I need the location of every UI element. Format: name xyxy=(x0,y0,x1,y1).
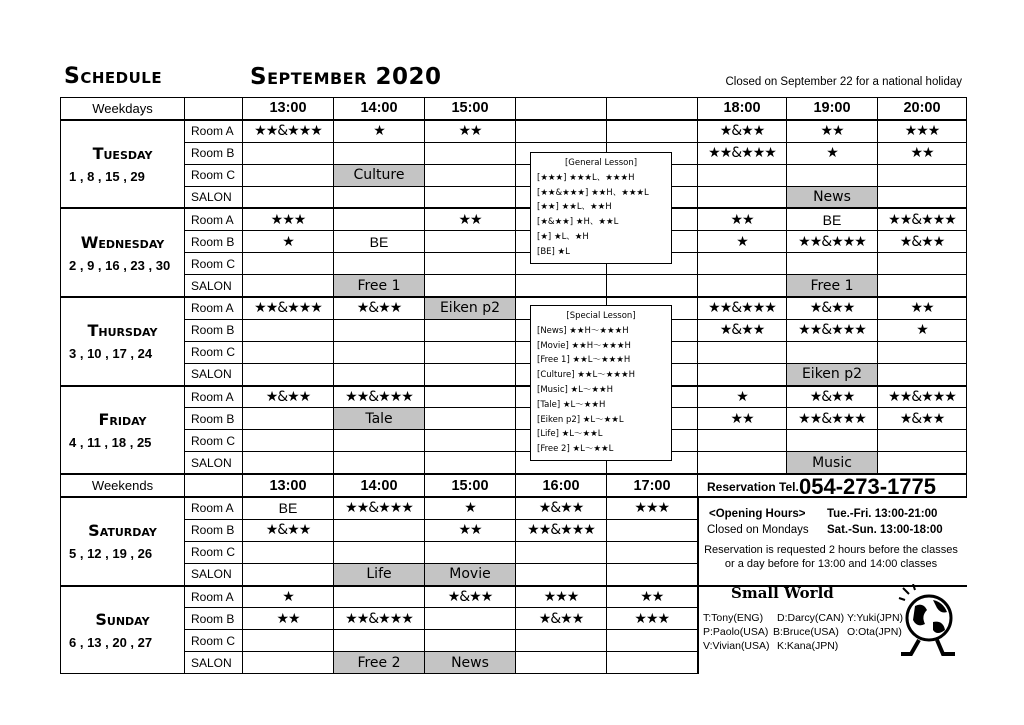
schedule-cell: ★ xyxy=(878,319,967,341)
lesson-line: [Eiken p2] ★L～★★L xyxy=(537,414,624,425)
room-label: SALON xyxy=(185,275,243,297)
schedule-cell: ★★&★★★ xyxy=(698,142,787,164)
day-name: Wednesday xyxy=(80,232,165,252)
room-label: Room C xyxy=(185,341,243,363)
schedule-cell: Culture xyxy=(334,164,425,186)
schedule-cell xyxy=(698,275,787,297)
schedule-cell xyxy=(698,164,787,186)
reservation-note-2: or a day before for 13:00 and 14:00 classes xyxy=(724,558,938,570)
lesson-line: [Free 1] ★★L～★★★H xyxy=(537,355,631,366)
schedule-cell xyxy=(698,363,787,385)
schedule-cell: ★&★★ xyxy=(243,386,334,408)
schedule-cell xyxy=(607,541,698,563)
schedule-cell xyxy=(243,630,334,652)
general-lesson-box xyxy=(530,152,672,264)
lesson-line: [Movie] ★★H～★★★H xyxy=(537,340,631,351)
lesson-line: [Free 2] ★L～★★L xyxy=(537,444,614,455)
schedule-cell xyxy=(607,652,698,674)
schedule-cell xyxy=(516,652,607,674)
schedule-cell xyxy=(878,164,967,186)
room-label: Room B xyxy=(185,142,243,164)
schedule-cell xyxy=(425,430,516,452)
schedule-cell xyxy=(243,253,334,275)
schedule-cell xyxy=(334,253,425,275)
schedule-cell: ★★&★★★ xyxy=(878,208,967,230)
day-wednesday xyxy=(61,208,185,297)
schedule-cell xyxy=(787,341,878,363)
day-dates: 2 , 9 , 16 , 23 , 30 xyxy=(69,257,171,273)
opening-hours-label: <Opening Hours> xyxy=(709,508,806,520)
schedule-cell xyxy=(425,363,516,385)
lesson-box-title: [General Lesson] xyxy=(564,158,638,168)
schedule-cell xyxy=(878,452,967,474)
day-tuesday xyxy=(61,120,185,209)
time-header xyxy=(607,98,698,120)
schedule-cell xyxy=(334,519,425,541)
schedule-cell: News xyxy=(425,652,516,674)
schedule-cell: ★★★ xyxy=(516,586,607,608)
room-label: Room C xyxy=(185,630,243,652)
day-thursday xyxy=(61,297,185,386)
day-dates: 3 , 10 , 17 , 24 xyxy=(69,346,153,362)
schedule-cell xyxy=(243,341,334,363)
day-name: Tuesday xyxy=(92,144,153,164)
schedule-cell xyxy=(698,186,787,208)
schedule-cell xyxy=(334,630,425,652)
room-label: Room A xyxy=(185,586,243,608)
schedule-cell: ★★★ xyxy=(878,120,967,142)
schedule-cell xyxy=(425,231,516,253)
schedule-cell xyxy=(607,563,698,585)
schedule-cell: Eiken p2 xyxy=(425,297,516,319)
room-label: Room B xyxy=(185,231,243,253)
time-header: 15:00 xyxy=(425,98,516,120)
teacher: B:Bruce(USA) xyxy=(773,626,839,638)
schedule-cell xyxy=(516,275,607,297)
schedule-cell xyxy=(425,341,516,363)
schedule-cell: ★★&★★★ xyxy=(698,297,787,319)
schedule-cell xyxy=(878,363,967,385)
schedule-cell: ★★ xyxy=(425,519,516,541)
schedule-cell: ★&★★ xyxy=(787,297,878,319)
schedule-cell xyxy=(243,541,334,563)
room-label: SALON xyxy=(185,563,243,585)
schedule-cell xyxy=(425,186,516,208)
schedule-cell: ★ xyxy=(425,497,516,519)
schedule-cell: ★ xyxy=(243,586,334,608)
schedule-cell: ★★ xyxy=(607,586,698,608)
lesson-box-title: [Special Lesson] xyxy=(566,311,636,321)
room-label: Room A xyxy=(185,120,243,142)
time-header: 14:00 xyxy=(334,474,425,497)
schedule-cell xyxy=(425,386,516,408)
time-header: 19:00 xyxy=(787,98,878,120)
schedule-cell: ★&★★ xyxy=(698,120,787,142)
lesson-line: [Culture] ★★L～★★★H xyxy=(537,370,636,381)
day-name: Saturday xyxy=(88,521,157,541)
schedule-title: Schedule xyxy=(64,64,163,89)
closed-mondays: Closed on Mondays xyxy=(707,524,809,536)
teacher: T:Tony(ENG) xyxy=(703,612,764,624)
schedule-cell: ★★ xyxy=(878,297,967,319)
schedule-cell xyxy=(787,253,878,275)
schedule-cell xyxy=(607,275,698,297)
schedule-cell: ★★ xyxy=(698,208,787,230)
schedule-cell xyxy=(425,164,516,186)
schedule-cell: Free 1 xyxy=(787,275,878,297)
schedule-cell xyxy=(425,452,516,474)
day-name: Thursday xyxy=(87,321,158,341)
day-name: Friday xyxy=(98,409,147,429)
schedule-cell: ★&★★ xyxy=(698,319,787,341)
schedule-cell xyxy=(334,363,425,385)
schedule-cell: Free 2 xyxy=(334,652,425,674)
schedule-cell: BE xyxy=(243,497,334,519)
schedule-cell xyxy=(334,319,425,341)
schedule-cell xyxy=(698,253,787,275)
schedule-cell: ★★★ xyxy=(243,208,334,230)
day-dates: 1 , 8 , 15 , 29 xyxy=(69,169,145,185)
schedule-cell xyxy=(334,341,425,363)
teacher: V:Vivian(USA) xyxy=(703,640,770,652)
day-sunday xyxy=(61,586,185,674)
weekday-hours: Tue.-Fri. 13:00-21:00 xyxy=(827,508,938,520)
room-label: Room A xyxy=(185,208,243,230)
schedule-cell: ★&★★ xyxy=(787,386,878,408)
schedule-cell xyxy=(878,341,967,363)
schedule-cell xyxy=(334,430,425,452)
schedule-cell: ★&★★ xyxy=(878,408,967,430)
room-label: Room C xyxy=(185,253,243,275)
room-label: Room A xyxy=(185,497,243,519)
room-label: Room B xyxy=(185,608,243,630)
schedule-cell xyxy=(425,275,516,297)
time-header: 17:00 xyxy=(607,474,698,497)
schedule-cell xyxy=(243,652,334,674)
schedule-cell: Free 1 xyxy=(334,275,425,297)
reservation-note-1: Reservation is requested 2 hours before the classes xyxy=(704,544,958,556)
schedule-cell: Eiken p2 xyxy=(787,363,878,385)
schedule-cell xyxy=(516,120,607,142)
school-info xyxy=(697,578,965,666)
schedule-cell xyxy=(243,164,334,186)
schedule-cell xyxy=(243,319,334,341)
schedule-cell xyxy=(243,408,334,430)
time-header: 15:00 xyxy=(425,474,516,497)
schedule-cell: Movie xyxy=(425,563,516,585)
room-label: SALON xyxy=(185,186,243,208)
schedule-cell: ★&★★ xyxy=(516,608,607,630)
schedule-cell xyxy=(425,408,516,430)
schedule-cell xyxy=(243,186,334,208)
schedule-cell xyxy=(607,120,698,142)
schedule-cell: ★&★★ xyxy=(878,231,967,253)
time-header: 20:00 xyxy=(878,98,967,120)
schedule-cell xyxy=(334,142,425,164)
globe-mascot-icon xyxy=(897,584,959,660)
time-header: 13:00 xyxy=(243,98,334,120)
schedule-cell xyxy=(698,341,787,363)
schedule-cell xyxy=(878,253,967,275)
schedule-cell xyxy=(425,541,516,563)
closed-note: Closed on September 22 for a national holiday xyxy=(725,76,962,88)
room-label: Room B xyxy=(185,519,243,541)
schedule-cell xyxy=(243,363,334,385)
schedule-cell: ★★&★★★ xyxy=(878,386,967,408)
time-header: 16:00 xyxy=(516,474,607,497)
schedule-cell: ★★&★★★ xyxy=(787,319,878,341)
lesson-line: [Tale] ★L～★★H xyxy=(537,399,606,410)
time-header xyxy=(516,98,607,120)
schedule-cell xyxy=(334,586,425,608)
schedule-cell xyxy=(243,452,334,474)
time-header: 13:00 xyxy=(243,474,334,497)
schedule-cell xyxy=(425,319,516,341)
schedule-cell: Life xyxy=(334,563,425,585)
schedule-cell: ★★&★★★ xyxy=(787,408,878,430)
schedule-cell xyxy=(516,541,607,563)
teacher: D:Darcy(CAN) xyxy=(777,612,845,624)
weekdays-label: Weekdays xyxy=(61,98,185,120)
school-name: Small World xyxy=(731,584,834,602)
schedule-cell xyxy=(243,142,334,164)
room-label: SALON xyxy=(185,652,243,674)
schedule-cell xyxy=(334,208,425,230)
schedule-cell xyxy=(878,275,967,297)
schedule-cell: ★ xyxy=(243,231,334,253)
reservation-tel[interactable]: 054-273-1775 xyxy=(799,474,937,499)
schedule-cell xyxy=(334,541,425,563)
schedule-cell xyxy=(425,608,516,630)
time-header: 14:00 xyxy=(334,98,425,120)
schedule-cell: ★ xyxy=(334,120,425,142)
schedule-cell xyxy=(425,142,516,164)
schedule-cell: Music xyxy=(787,452,878,474)
schedule-cell xyxy=(425,630,516,652)
schedule-cell: ★★&★★★ xyxy=(334,386,425,408)
room-label: Room A xyxy=(185,297,243,319)
schedule-cell xyxy=(787,164,878,186)
schedule-cell: BE xyxy=(787,208,878,230)
lesson-line: [★&★★] ★H、★★L xyxy=(537,217,619,228)
room-label: SALON xyxy=(185,452,243,474)
weekend-hours: Sat.-Sun. 13:00-18:00 xyxy=(827,524,943,536)
schedule-cell: ★ xyxy=(698,231,787,253)
weekends-label: Weekends xyxy=(61,474,185,497)
day-saturday xyxy=(61,497,185,586)
schedule-cell: ★★&★★★ xyxy=(787,231,878,253)
schedule-cell: ★★ xyxy=(425,208,516,230)
schedule-cell xyxy=(878,186,967,208)
room-label: Room C xyxy=(185,430,243,452)
schedule-cell: ★ xyxy=(787,142,878,164)
schedule-cell: ★★&★★★ xyxy=(243,297,334,319)
schedule-cell xyxy=(698,452,787,474)
lesson-line: [★★&★★★] ★★H、★★★L xyxy=(537,187,649,198)
day-name: Sunday xyxy=(95,609,150,629)
lesson-line: [★] ★L、★H xyxy=(537,231,589,242)
blank-cell xyxy=(185,98,243,120)
schedule-cell: News xyxy=(787,186,878,208)
schedule-cell: ★★ xyxy=(698,408,787,430)
room-label: Room B xyxy=(185,319,243,341)
room-label: Room B xyxy=(185,408,243,430)
room-label: Room A xyxy=(185,386,243,408)
day-friday xyxy=(61,386,185,475)
room-label: Room C xyxy=(185,541,243,563)
schedule-cell: ★★★ xyxy=(607,497,698,519)
schedule-cell xyxy=(607,519,698,541)
schedule-cell: BE xyxy=(334,231,425,253)
schedule-cell: ★&★★ xyxy=(516,497,607,519)
teacher: P:Paolo(USA) xyxy=(703,626,769,638)
schedule-cell xyxy=(334,186,425,208)
blank-cell xyxy=(185,474,243,497)
schedule-cell: ★★&★★★ xyxy=(334,497,425,519)
lesson-line: [★★★] ★★★L、★★★H xyxy=(537,172,635,183)
teacher: K:Kana(JPN) xyxy=(777,640,839,652)
room-label: Room C xyxy=(185,164,243,186)
schedule-cell: ★★ xyxy=(425,120,516,142)
day-dates: 5 , 12 , 19 , 26 xyxy=(69,546,153,562)
lesson-line: [Life] ★L～★★L xyxy=(537,429,603,440)
schedule-cell: Tale xyxy=(334,408,425,430)
reservation-info xyxy=(697,472,965,576)
schedule-cell xyxy=(334,452,425,474)
schedule-cell xyxy=(698,430,787,452)
month-title: September 2020 xyxy=(250,64,442,90)
schedule-cell: ★★&★★★ xyxy=(243,120,334,142)
schedule-cell xyxy=(243,275,334,297)
lesson-line: [BE] ★L xyxy=(537,246,570,257)
schedule-cell xyxy=(878,430,967,452)
schedule-cell: ★★ xyxy=(878,142,967,164)
schedule-cell xyxy=(243,430,334,452)
schedule-cell xyxy=(787,430,878,452)
time-header: 18:00 xyxy=(698,98,787,120)
schedule-cell: ★★&★★★ xyxy=(516,519,607,541)
day-dates: 6 , 13 , 20 , 27 xyxy=(69,634,153,650)
schedule-cell: ★★&★★★ xyxy=(334,608,425,630)
room-label: SALON xyxy=(185,363,243,385)
schedule-cell: ★&★★ xyxy=(334,297,425,319)
lesson-line: [News] ★★H～★★★H xyxy=(537,325,629,336)
day-dates: 4 , 11 , 18 , 25 xyxy=(69,434,152,450)
schedule-cell xyxy=(516,630,607,652)
schedule-cell xyxy=(607,630,698,652)
lesson-line: [★★] ★★L、★★H xyxy=(537,202,612,213)
teacher: Y:Yuki(JPN) xyxy=(847,612,904,624)
teacher: O:Ota(JPN) xyxy=(847,626,902,638)
schedule-cell: ★ xyxy=(698,386,787,408)
lesson-line: [Music] ★L～★★H xyxy=(537,384,614,395)
schedule-cell: ★★ xyxy=(787,120,878,142)
schedule-cell xyxy=(425,253,516,275)
schedule-cell: ★&★★ xyxy=(425,586,516,608)
schedule-cell xyxy=(243,563,334,585)
schedule-cell: ★&★★ xyxy=(243,519,334,541)
schedule-cell: ★★★ xyxy=(607,608,698,630)
reservation-tel-label: Reservation Tel. xyxy=(707,480,799,494)
special-lesson-box xyxy=(530,305,672,461)
schedule-cell xyxy=(516,563,607,585)
schedule-cell: ★★ xyxy=(243,608,334,630)
